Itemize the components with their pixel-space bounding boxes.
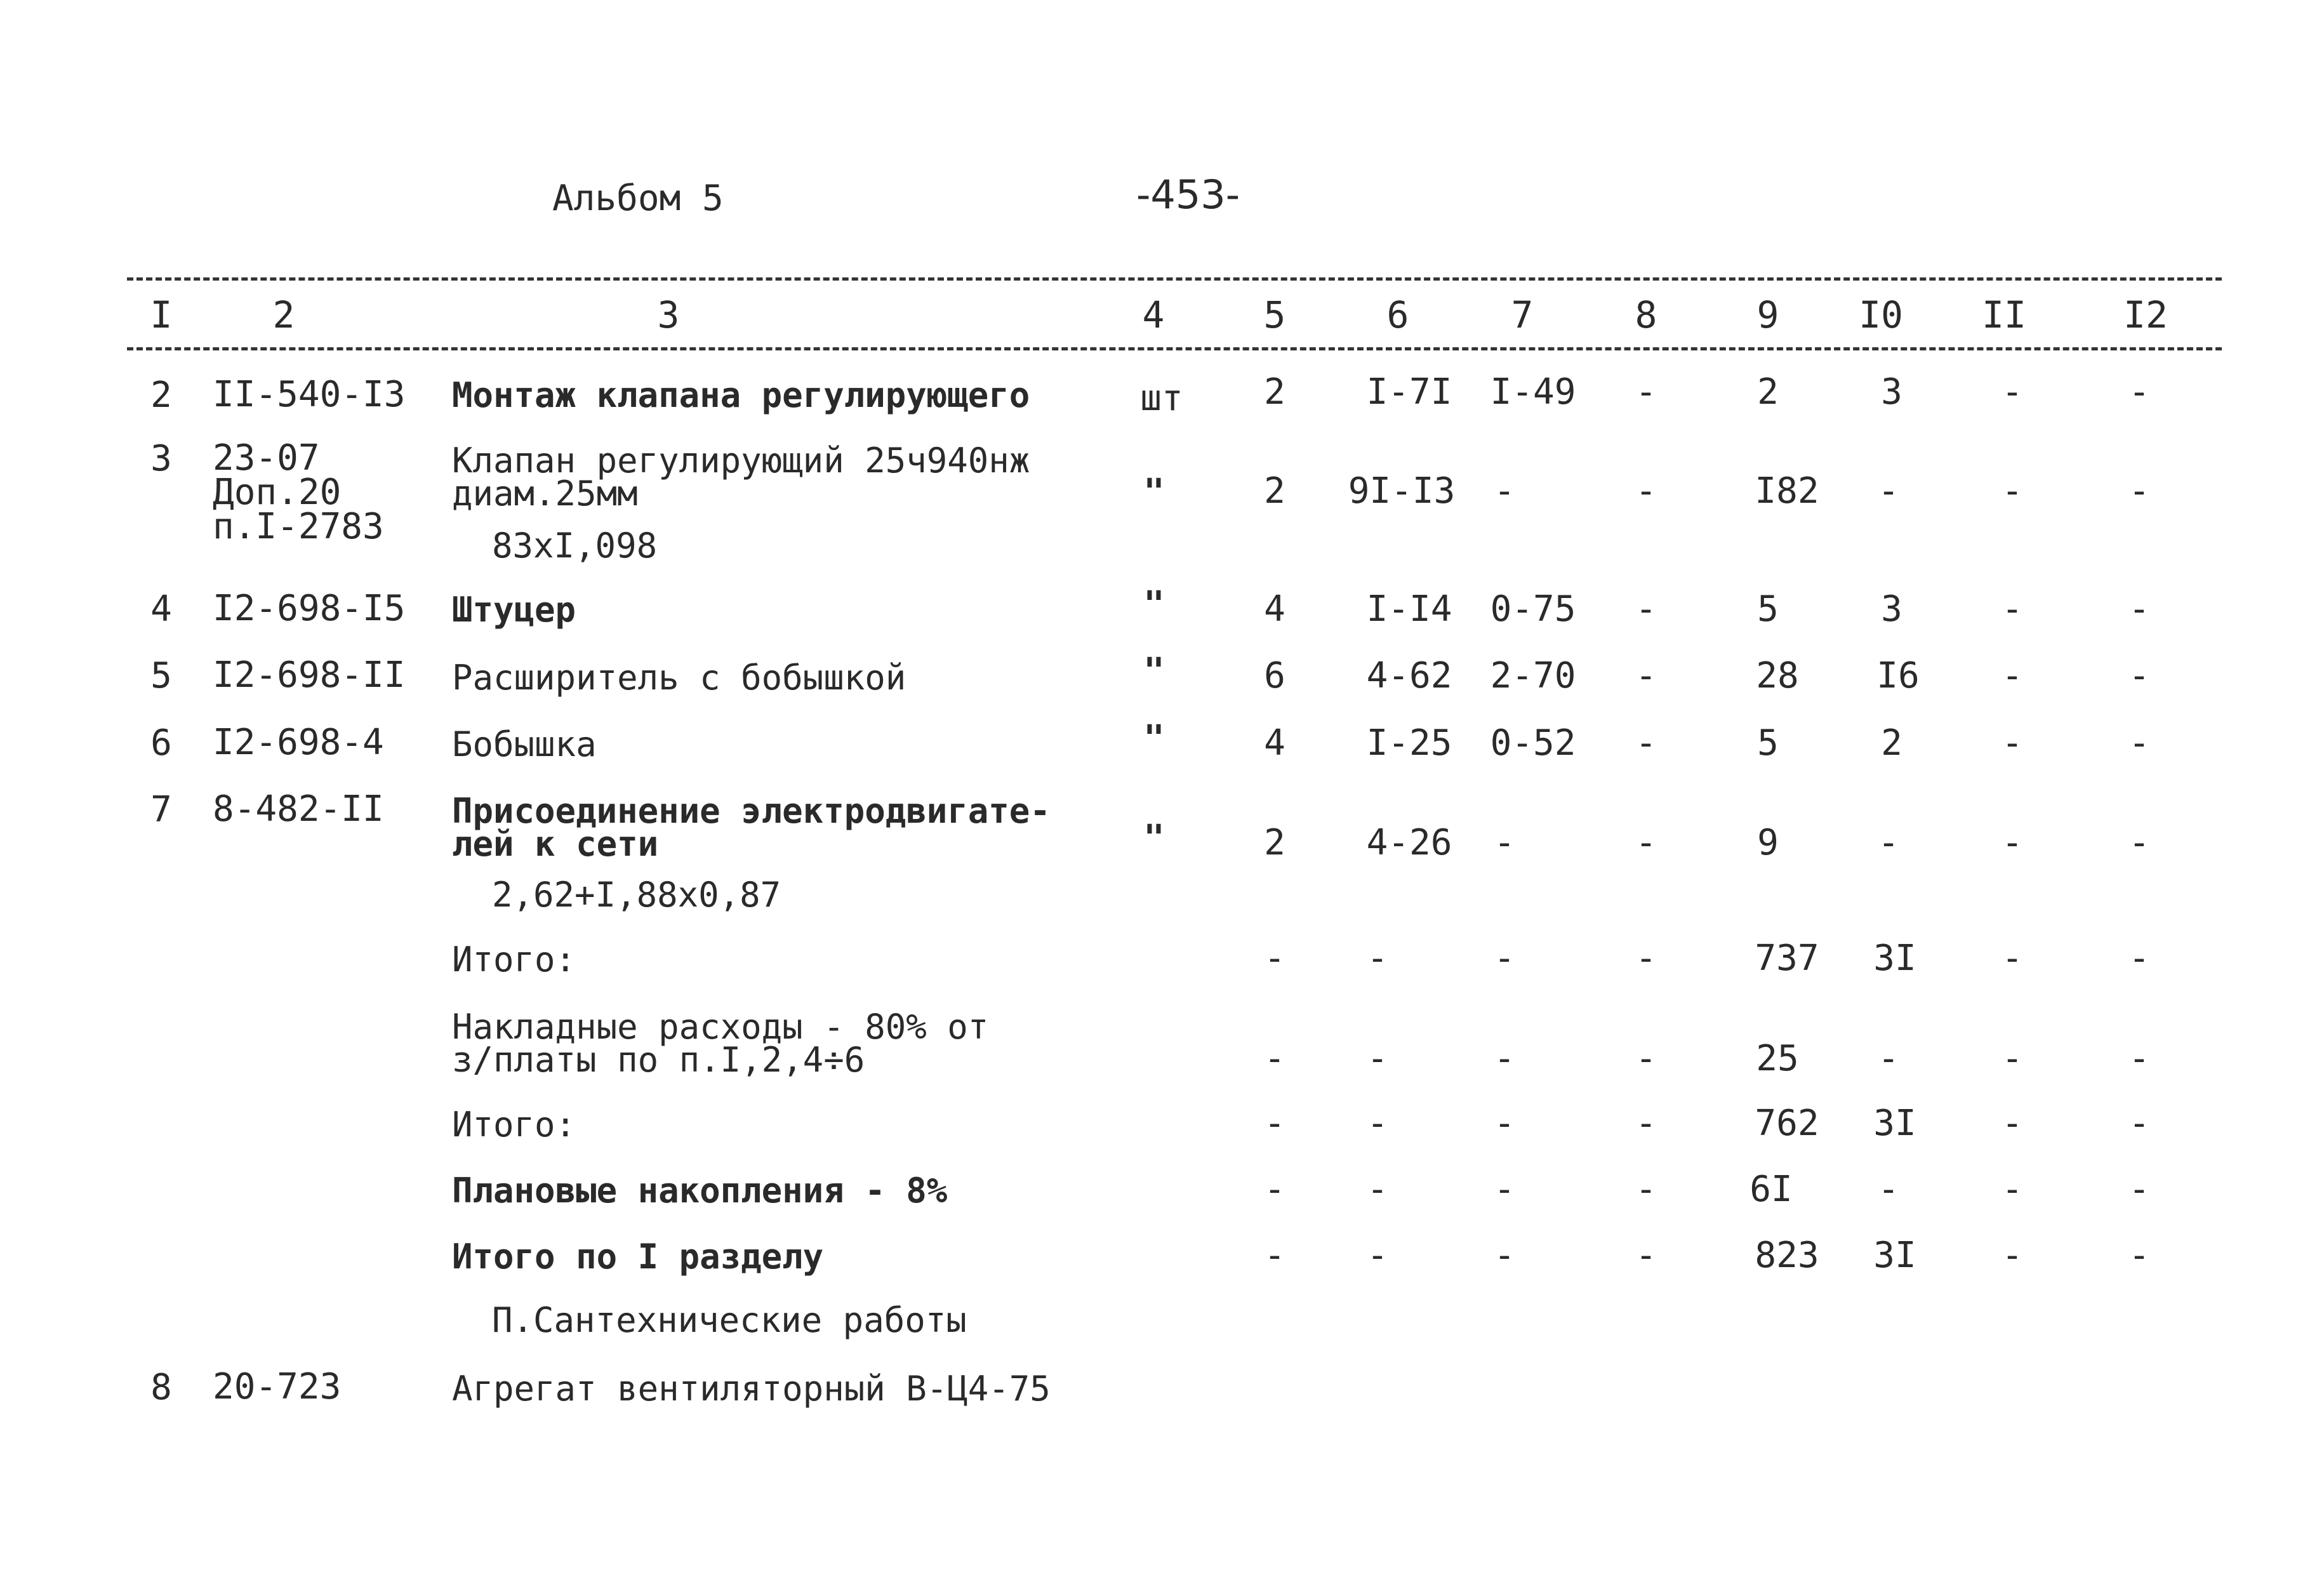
row-col7: 2-70 xyxy=(1490,655,1576,696)
album-label: Альбом 5 xyxy=(552,178,724,219)
column-header-12: I2 xyxy=(2123,293,2168,336)
row-description: Клапан регулирующий 25ч940нж диам.25мм xyxy=(452,441,1030,514)
row-col6: 4-62 xyxy=(1366,655,1452,696)
row-col10: - xyxy=(1878,470,1899,512)
totals-label: Итого: xyxy=(452,1105,576,1145)
row-col11: - xyxy=(2002,470,2023,512)
totals-col7: - xyxy=(1494,1235,1515,1276)
row-col8: - xyxy=(1635,470,1657,512)
row-col7: - xyxy=(1494,822,1515,863)
totals-col12: - xyxy=(2128,1169,2150,1210)
totals-col9: 823 xyxy=(1755,1235,1819,1276)
row-col12: - xyxy=(2128,655,2150,696)
totals-col5: - xyxy=(1264,1235,1285,1276)
totals-col9: 6I xyxy=(1750,1169,1793,1210)
row-description: Агрегат вентиляторный В-Ц4-75 xyxy=(452,1369,1051,1409)
row-description: Присоединение электродвигате- лей к сети xyxy=(452,791,1051,864)
totals-col10: - xyxy=(1878,1169,1899,1210)
totals-col10: 3I xyxy=(1873,938,1916,979)
row-col6: I-7I xyxy=(1366,371,1452,413)
row-col12: - xyxy=(2128,822,2150,863)
totals-label: Накладные расходы - 80% от з/платы по п.I,2,4÷6 xyxy=(452,1007,989,1080)
column-header-10: I0 xyxy=(1859,293,1903,336)
row-number: 2 xyxy=(150,375,172,416)
totals-col12: - xyxy=(2128,1235,2150,1276)
row-col10: 3 xyxy=(1881,588,1902,630)
totals-col5: - xyxy=(1264,1038,1285,1079)
row-col10: I6 xyxy=(1876,655,1920,696)
totals-col7: - xyxy=(1494,938,1515,979)
row-col8: - xyxy=(1635,371,1657,413)
totals-col10: - xyxy=(1878,1038,1899,1079)
row-col8: - xyxy=(1635,655,1657,696)
totals-col8: - xyxy=(1635,1235,1657,1276)
row-code: 8-482-II xyxy=(213,788,384,830)
row-quantity-calc: 2,62+I,88x0,87 xyxy=(492,875,781,915)
totals-col6: - xyxy=(1367,938,1388,979)
totals-col11: - xyxy=(2002,938,2023,979)
row-col5: 2 xyxy=(1264,371,1285,413)
row-number: 3 xyxy=(150,438,172,479)
row-col12: - xyxy=(2128,470,2150,512)
table-top-rule xyxy=(127,277,2222,281)
row-col7: - xyxy=(1494,470,1515,512)
totals-col12: - xyxy=(2128,938,2150,979)
row-col5: 6 xyxy=(1264,655,1285,696)
column-header-9: 9 xyxy=(1756,293,1779,336)
totals-col12: - xyxy=(2128,1038,2150,1079)
row-col11: - xyxy=(2002,588,2023,630)
table-header-rule xyxy=(127,347,2222,350)
row-col8: - xyxy=(1635,588,1657,630)
row-unit: " xyxy=(1143,472,1165,513)
row-number: 6 xyxy=(150,722,172,764)
totals-col7: - xyxy=(1494,1169,1515,1210)
row-col11: - xyxy=(2002,371,2023,413)
row-col5: 2 xyxy=(1264,822,1285,863)
totals-col9: 762 xyxy=(1755,1103,1819,1144)
row-col6: 9I-I3 xyxy=(1348,470,1456,512)
totals-label: Итого: xyxy=(452,940,576,980)
totals-col11: - xyxy=(2002,1038,2023,1079)
row-number: 4 xyxy=(150,588,172,630)
row-unit: " xyxy=(1143,818,1165,859)
row-unit: " xyxy=(1143,718,1165,759)
totals-col6: - xyxy=(1367,1235,1388,1276)
row-code: II-540-I3 xyxy=(213,374,406,415)
section-title: П.Сантехнические работы xyxy=(492,1300,967,1340)
row-col7: 0-52 xyxy=(1490,722,1576,764)
page-number: -453- xyxy=(1136,171,1240,218)
row-description: Расширитель с бобышкой xyxy=(452,658,906,698)
row-description: Штуцер xyxy=(452,590,576,630)
row-col6: 4-26 xyxy=(1366,822,1452,863)
column-header-1: I xyxy=(150,293,173,336)
totals-label: Плановые накопления - 8% xyxy=(452,1171,948,1211)
totals-col10: 3I xyxy=(1873,1103,1916,1144)
column-header-8: 8 xyxy=(1635,293,1657,336)
row-col7: 0-75 xyxy=(1490,588,1576,630)
row-code: I2-698-I5 xyxy=(213,588,406,629)
row-description: Монтаж клапана регулирующего xyxy=(452,375,1030,415)
column-header-3: 3 xyxy=(657,293,680,336)
totals-col12: - xyxy=(2128,1103,2150,1144)
row-col12: - xyxy=(2128,722,2150,764)
totals-col11: - xyxy=(2002,1103,2023,1144)
row-col5: 4 xyxy=(1264,588,1285,630)
row-code: I2-698-II xyxy=(213,655,406,696)
row-number: 8 xyxy=(150,1367,172,1408)
row-col5: 2 xyxy=(1264,470,1285,512)
totals-col5: - xyxy=(1264,938,1285,979)
row-col10: - xyxy=(1878,822,1899,863)
row-col7: I-49 xyxy=(1490,371,1576,413)
totals-col9: 737 xyxy=(1755,938,1819,979)
totals-label: Итого по I разделу xyxy=(452,1237,824,1277)
totals-col8: - xyxy=(1635,938,1657,979)
row-col12: - xyxy=(2128,371,2150,413)
row-code: I2-698-4 xyxy=(213,722,384,763)
row-col10: 2 xyxy=(1881,722,1902,764)
column-header-2: 2 xyxy=(272,293,295,336)
totals-col11: - xyxy=(2002,1235,2023,1276)
totals-col8: - xyxy=(1635,1169,1657,1210)
row-code: 23-07 Доп.20 п.I-2783 xyxy=(213,437,384,547)
totals-col6: - xyxy=(1367,1169,1388,1210)
row-col5: 4 xyxy=(1264,722,1285,764)
totals-col10: 3I xyxy=(1873,1235,1916,1276)
row-code: 20-723 xyxy=(213,1366,342,1407)
column-header-5: 5 xyxy=(1263,293,1286,336)
row-col11: - xyxy=(2002,722,2023,764)
row-col8: - xyxy=(1635,722,1657,764)
row-number: 7 xyxy=(150,789,172,830)
totals-col7: - xyxy=(1494,1038,1515,1079)
row-unit: " xyxy=(1143,584,1165,625)
totals-col6: - xyxy=(1367,1038,1388,1079)
column-header-4: 4 xyxy=(1142,293,1165,336)
totals-col8: - xyxy=(1635,1103,1657,1144)
totals-col8: - xyxy=(1635,1038,1657,1079)
row-col10: 3 xyxy=(1881,371,1902,413)
row-col11: - xyxy=(2002,655,2023,696)
row-col8: - xyxy=(1635,822,1657,863)
row-col9: I82 xyxy=(1755,470,1819,512)
totals-col7: - xyxy=(1494,1103,1515,1144)
row-col9: 5 xyxy=(1757,588,1779,630)
row-number: 5 xyxy=(150,655,172,696)
row-unit: " xyxy=(1143,651,1165,692)
row-unit: шт xyxy=(1140,378,1183,419)
row-col9: 9 xyxy=(1757,822,1779,863)
row-description: Бобышка xyxy=(452,724,597,764)
row-quantity-calc: 83xI,098 xyxy=(492,526,658,566)
row-col9: 28 xyxy=(1756,655,1799,696)
row-col6: I-25 xyxy=(1366,722,1452,764)
totals-col11: - xyxy=(2002,1169,2023,1210)
totals-col5: - xyxy=(1264,1103,1285,1144)
row-col9: 5 xyxy=(1757,722,1779,764)
row-col11: - xyxy=(2002,822,2023,863)
column-header-7: 7 xyxy=(1511,293,1534,336)
column-header-6: 6 xyxy=(1386,293,1409,336)
totals-col5: - xyxy=(1264,1169,1285,1210)
row-col9: 2 xyxy=(1757,371,1779,413)
column-header-11: II xyxy=(1982,293,2026,336)
row-col6: I-I4 xyxy=(1366,588,1452,630)
totals-col9: 25 xyxy=(1756,1038,1799,1079)
totals-col6: - xyxy=(1367,1103,1388,1144)
row-col12: - xyxy=(2128,588,2150,630)
